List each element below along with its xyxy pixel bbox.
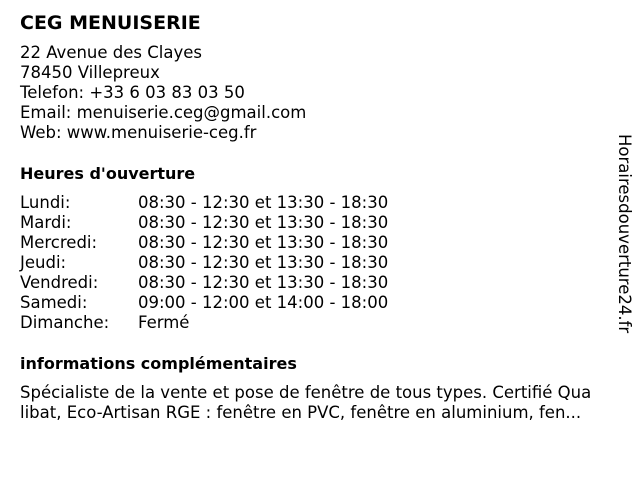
hours-time: 08:30 - 12:30 et 13:30 - 18:30 <box>138 273 389 292</box>
hours-row <box>20 193 620 213</box>
hours-title: Heures d'ouverture <box>20 164 196 183</box>
hours-row <box>20 313 620 333</box>
hours-row <box>20 253 620 273</box>
info-text-line: Spécialiste de la vente et pose de fenêtre de tous types. Certifié Qua <box>20 383 592 402</box>
site-watermark: Horairesdouverture24.fr <box>615 134 634 334</box>
address-block <box>20 43 620 143</box>
business-card <box>20 11 620 423</box>
hours-day: Mardi: <box>20 213 72 232</box>
address-street: 22 Avenue des Clayes <box>20 43 202 62</box>
info-description <box>20 383 620 423</box>
info-title: informations complémentaires <box>20 354 297 373</box>
web-text: Web: www.menuiserie-ceg.fr <box>20 123 257 142</box>
hours-day: Dimanche: <box>20 313 110 332</box>
business-name: CEG MENUISERIE <box>20 12 201 34</box>
hours-row <box>20 213 620 233</box>
email-text: Email: menuiserie.ceg@gmail.com <box>20 103 307 122</box>
hours-time: 08:30 - 12:30 et 13:30 - 18:30 <box>138 233 389 252</box>
hours-table <box>20 193 620 333</box>
hours-day: Lundi: <box>20 193 71 212</box>
hours-time: Fermé <box>138 313 190 332</box>
hours-time: 08:30 - 12:30 et 13:30 - 18:30 <box>138 193 389 212</box>
hours-row <box>20 293 620 313</box>
info-text-line: libat, Eco-Artisan RGE : fenêtre en PVC, fenêtre en aluminium, fen... <box>20 403 582 422</box>
hours-day: Samedi: <box>20 293 88 312</box>
hours-time: 08:30 - 12:30 et 13:30 - 18:30 <box>138 213 389 232</box>
hours-time: 08:30 - 12:30 et 13:30 - 18:30 <box>138 253 389 272</box>
hours-day: Mercredi: <box>20 233 98 252</box>
address-city: 78450 Villepreux <box>20 63 160 82</box>
hours-day: Jeudi: <box>20 253 67 272</box>
hours-time: 09:00 - 12:00 et 14:00 - 18:00 <box>138 293 389 312</box>
hours-row <box>20 233 620 253</box>
phone-text: Telefon: +33 6 03 83 03 50 <box>20 83 245 102</box>
hours-day: Vendredi: <box>20 273 99 292</box>
hours-row <box>20 273 620 293</box>
